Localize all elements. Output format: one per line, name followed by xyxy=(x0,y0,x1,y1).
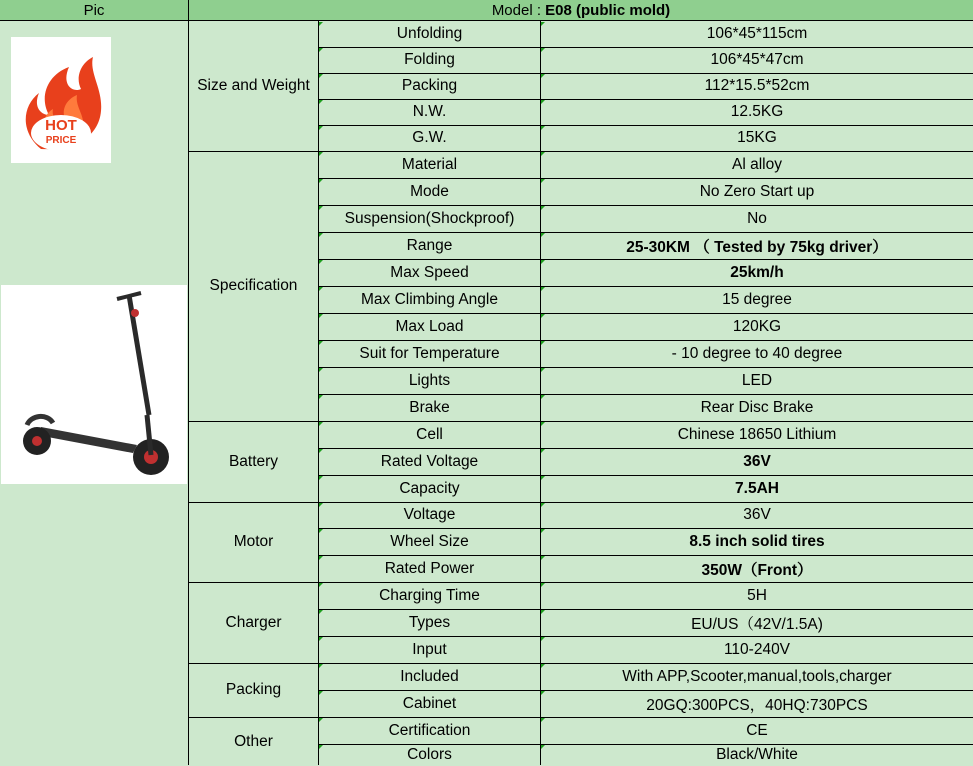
cell-marker xyxy=(541,314,545,318)
spec-label: Wheel Size xyxy=(390,532,469,550)
group-label: Specification xyxy=(209,277,298,294)
group-label: Battery xyxy=(228,452,279,470)
spec-label: Brake xyxy=(409,398,450,416)
spec-label: Capacity xyxy=(399,479,460,497)
spec-value: 110-240V xyxy=(723,640,791,658)
row-divider xyxy=(318,99,973,100)
spec-value: 5H xyxy=(747,586,767,604)
spec-value: CE xyxy=(746,721,768,739)
spec-value: 7.5AH xyxy=(735,479,779,497)
scooter-photo xyxy=(1,285,187,484)
spec-label: Rated Power xyxy=(384,559,475,577)
cell-marker xyxy=(319,100,323,104)
spec-label: Input xyxy=(412,640,447,658)
cell-marker xyxy=(319,718,323,722)
cell-marker xyxy=(541,691,545,695)
row-divider xyxy=(318,125,973,126)
cell-marker xyxy=(319,637,323,641)
spec-label: Types xyxy=(408,613,451,631)
spec-value: EU/US（42V/1.5A) xyxy=(691,615,823,633)
cell-marker xyxy=(541,583,545,587)
spec-label: Max Climbing Angle xyxy=(361,290,498,308)
cell-marker xyxy=(319,74,323,78)
spec-value: LED xyxy=(741,371,773,389)
spec-value: 36V xyxy=(743,452,771,470)
cell-marker xyxy=(541,287,545,291)
row-divider xyxy=(318,367,973,368)
cell-marker xyxy=(541,206,545,210)
row-divider xyxy=(318,448,973,449)
cell-marker xyxy=(541,48,545,52)
spec-label: Voltage xyxy=(403,506,456,523)
spec-label: Rated Voltage xyxy=(380,452,479,470)
cell-marker xyxy=(319,529,323,533)
spec-label: Cell xyxy=(416,425,443,443)
cell-marker xyxy=(541,22,545,26)
model-name: E08 (public mold) xyxy=(545,1,671,19)
group-label: Motor xyxy=(233,533,274,550)
spec-value: Black/White xyxy=(716,746,798,763)
spec-label: Unfolding xyxy=(396,25,463,42)
spec-value: 12.5KG xyxy=(730,103,784,120)
spec-value: 25km/h xyxy=(730,263,784,281)
cell-marker xyxy=(319,233,323,237)
spec-value: Chinese 18650 Lithium xyxy=(677,425,837,443)
cell-marker xyxy=(541,368,545,372)
spec-value: 8.5 inch solid tires xyxy=(689,532,825,550)
cell-marker xyxy=(319,341,323,345)
svg-text:HOT: HOT xyxy=(45,117,77,134)
spec-label: Mode xyxy=(410,182,449,200)
cell-marker xyxy=(541,664,545,668)
cell-marker xyxy=(541,745,545,749)
hot-price-logo xyxy=(11,37,111,163)
spec-label: N.W. xyxy=(412,103,447,120)
row-divider xyxy=(318,313,973,314)
spec-label: Cabinet xyxy=(402,694,457,712)
cell-marker xyxy=(541,718,545,722)
model-prefix: Model : xyxy=(491,1,546,19)
row-divider xyxy=(318,73,973,74)
row-divider xyxy=(318,690,973,691)
row-divider xyxy=(318,259,973,260)
cell-marker xyxy=(319,395,323,399)
row-divider xyxy=(318,394,973,395)
spec-value: 25-30KM （ Tested by 75kg driver） xyxy=(626,238,888,256)
row-divider xyxy=(318,555,973,556)
cell-marker xyxy=(541,610,545,614)
cell-marker xyxy=(541,476,545,480)
cell-marker xyxy=(541,126,545,130)
scooter-icon xyxy=(1,285,187,484)
cell-marker xyxy=(541,529,545,533)
pic-header xyxy=(0,0,188,21)
cell-marker xyxy=(319,476,323,480)
spec-value: Al alloy xyxy=(732,155,782,173)
cell-marker xyxy=(541,341,545,345)
group-label: Size and Weight xyxy=(197,77,310,94)
cell-marker xyxy=(319,368,323,372)
spec-label: Colors xyxy=(407,746,452,763)
svg-text:PRICE: PRICE xyxy=(45,135,77,146)
spec-value: Rear Disc Brake xyxy=(700,398,814,416)
spec-label: Charging Time xyxy=(379,586,480,604)
cell-marker xyxy=(319,556,323,560)
row-divider xyxy=(318,636,973,637)
row-divider xyxy=(318,232,973,233)
cell-marker xyxy=(319,48,323,52)
cell-marker xyxy=(319,583,323,587)
flame-icon xyxy=(11,37,111,163)
cell-marker xyxy=(319,691,323,695)
spec-value: 106*45*47cm xyxy=(710,51,804,68)
cell-marker xyxy=(541,422,545,426)
row-divider xyxy=(318,528,973,529)
spec-value: 106*45*115cm xyxy=(706,25,808,42)
spec-value: - 10 degree to 40 degree xyxy=(671,344,843,362)
cell-marker xyxy=(541,233,545,237)
spec-value: 350W（Front） xyxy=(701,561,813,579)
cell-marker xyxy=(319,610,323,614)
row-divider xyxy=(318,205,973,206)
spec-label: Lights xyxy=(408,371,451,389)
spec-label: Range xyxy=(406,236,453,254)
spec-value: No Zero Start up xyxy=(699,182,815,200)
cell-marker xyxy=(319,179,323,183)
group-label: Other xyxy=(234,732,273,750)
cell-marker xyxy=(319,449,323,453)
spec-value: 20GQ:300PCS，40HQ:730PCS xyxy=(646,696,868,714)
cell-marker xyxy=(319,422,323,426)
cell-marker xyxy=(541,556,545,560)
cell-marker xyxy=(541,152,545,156)
row-divider xyxy=(318,475,973,476)
cell-marker xyxy=(319,745,323,749)
cell-marker xyxy=(319,664,323,668)
spec-label: Material xyxy=(401,155,458,173)
spec-label: G.W. xyxy=(412,129,447,146)
row-divider xyxy=(318,609,973,610)
cell-marker xyxy=(319,22,323,26)
model-header xyxy=(189,0,973,21)
spec-value: 15KG xyxy=(737,129,777,146)
cell-marker xyxy=(319,260,323,264)
cell-marker xyxy=(541,503,545,507)
group-label: Packing xyxy=(225,681,282,698)
cell-marker xyxy=(319,287,323,291)
row-divider xyxy=(318,47,973,48)
cell-marker xyxy=(541,100,545,104)
spec-label: Max Speed xyxy=(390,263,469,281)
cell-marker xyxy=(319,152,323,156)
spec-label: Max Load xyxy=(395,317,464,335)
group-label: Charger xyxy=(225,613,282,631)
spec-value: With APP,Scooter,manual,tools,charger xyxy=(622,667,892,685)
spec-value: 36V xyxy=(743,506,771,523)
row-divider xyxy=(318,178,973,179)
cell-marker xyxy=(541,449,545,453)
cell-marker xyxy=(541,74,545,78)
cell-marker xyxy=(541,260,545,264)
spec-label: Suit for Temperature xyxy=(359,344,500,362)
row-divider xyxy=(318,340,973,341)
spec-label: Folding xyxy=(404,51,455,68)
spec-label: Packing xyxy=(401,77,458,94)
row-divider xyxy=(318,286,973,287)
spec-label: Certification xyxy=(388,721,471,739)
cell-marker xyxy=(319,314,323,318)
cell-marker xyxy=(319,503,323,507)
row-divider xyxy=(318,744,973,745)
spec-value: 120KG xyxy=(732,317,782,335)
cell-marker xyxy=(319,126,323,130)
spec-label: Included xyxy=(400,667,459,685)
cell-marker xyxy=(319,206,323,210)
spec-value: 112*15.5*52cm xyxy=(704,77,810,94)
spec-label: Suspension(Shockproof) xyxy=(344,209,515,227)
cell-marker xyxy=(541,637,545,641)
cell-marker xyxy=(541,179,545,183)
spec-value: No xyxy=(747,209,767,227)
cell-marker xyxy=(541,395,545,399)
spec-value: 15 degree xyxy=(722,290,792,308)
pic-header-label: Pic xyxy=(83,1,105,19)
